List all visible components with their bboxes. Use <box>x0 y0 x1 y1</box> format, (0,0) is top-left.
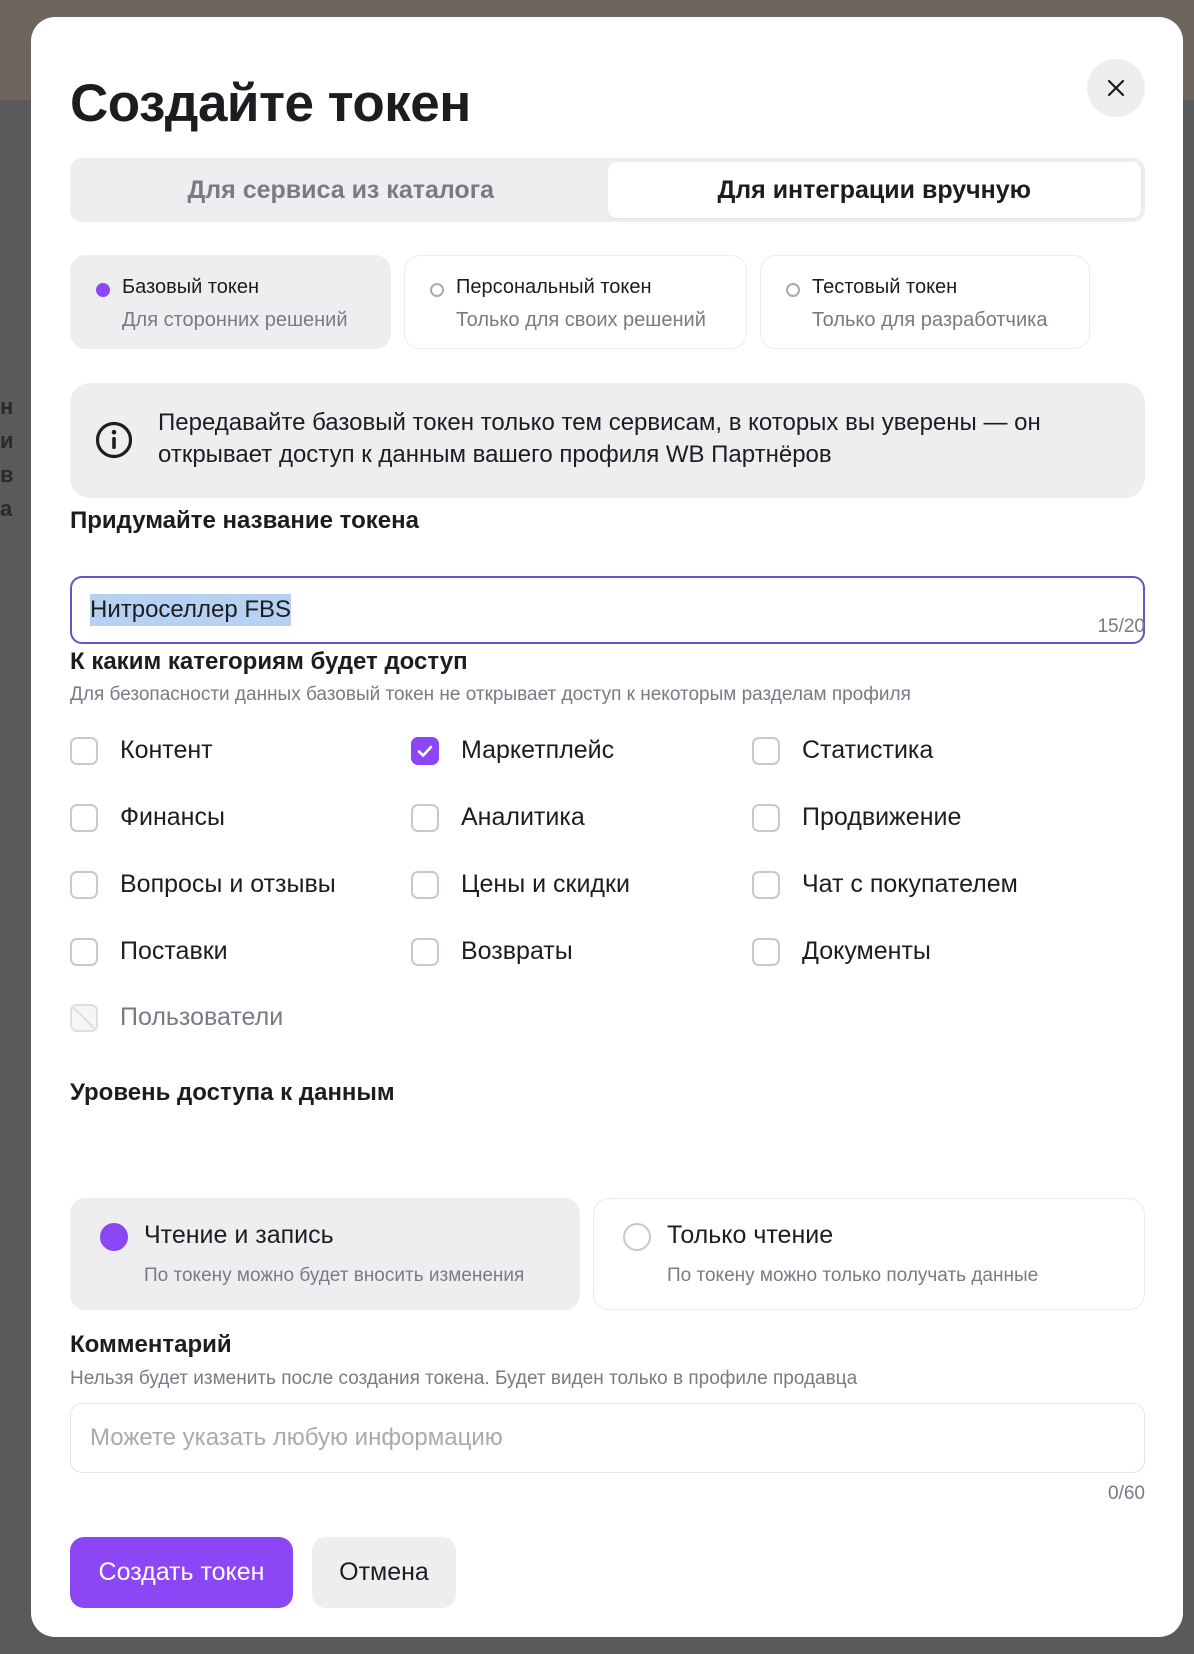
category-label: Контент <box>120 736 213 764</box>
comment-hint: Нельзя будет изменить после создания токена. Будет виден только в профиле продавца <box>70 1368 858 1389</box>
category-supplies[interactable] <box>70 937 228 966</box>
checkbox <box>752 804 780 832</box>
checkbox <box>752 938 780 966</box>
comment-counter: 0/60 <box>1108 1483 1145 1504</box>
radio-dot <box>96 283 110 297</box>
token-type-basic[interactable] <box>70 255 391 349</box>
cancel-button[interactable]: Отмена <box>312 1537 456 1608</box>
category-content[interactable] <box>70 736 213 765</box>
category-promotion[interactable] <box>752 803 961 832</box>
category-label: Аналитика <box>461 803 585 831</box>
category-label: Вопросы и отзывы <box>120 870 336 898</box>
checkbox <box>411 938 439 966</box>
checkbox-checked <box>411 737 439 765</box>
token-name-label: Придумайте название токена <box>70 507 419 534</box>
create-token-button[interactable]: Создать токен <box>70 1537 293 1608</box>
radio-selected <box>100 1223 128 1251</box>
token-type-subtitle: Только для разработчика <box>812 309 1048 331</box>
access-option-subtitle: По токену можно только получать данные <box>667 1265 1039 1286</box>
categories-hint: Для безопасности данных базовый токен не открывает доступ к некоторым разделам профиля <box>70 684 911 705</box>
checkbox <box>752 737 780 765</box>
token-name-counter: 15/20 <box>1097 616 1145 637</box>
info-text: Передавайте базовый токен только тем сервисам, в которых вы уверены — он открывает доступ к данным вашего профиля WB Партнёров <box>158 409 1041 468</box>
category-label: Цены и скидки <box>461 870 630 898</box>
disabled-slash-icon <box>71 1005 97 1031</box>
comment-input[interactable] <box>70 1403 1145 1473</box>
modal-title: Создайте токен <box>70 74 471 133</box>
token-name-value: Нитроселлер FBS <box>90 594 291 626</box>
radio-dot <box>786 283 800 297</box>
radio-dot <box>430 283 444 297</box>
category-label: Пользователи <box>120 1003 284 1031</box>
checkbox <box>411 804 439 832</box>
token-type-title: Тестовый токен <box>812 276 958 298</box>
checkmark-icon <box>413 739 437 763</box>
category-statistics[interactable] <box>752 736 933 765</box>
token-source-tabs <box>70 158 1145 222</box>
close-button[interactable] <box>1087 59 1145 117</box>
category-buyer-chat[interactable] <box>752 870 1018 899</box>
checkbox <box>411 871 439 899</box>
category-users <box>70 1003 283 1032</box>
info-icon <box>94 420 134 460</box>
access-option-title: Чтение и запись <box>144 1221 334 1249</box>
category-returns[interactable] <box>411 937 573 966</box>
access-option-title: Только чтение <box>667 1221 834 1249</box>
access-read-only[interactable] <box>593 1198 1145 1310</box>
tab-catalog-service[interactable]: Для сервиса из каталога <box>187 175 495 204</box>
category-label: Финансы <box>120 803 225 831</box>
token-type-test[interactable] <box>760 255 1090 349</box>
category-questions-reviews[interactable] <box>70 870 336 899</box>
categories-label: К каким категориям будет доступ <box>70 648 468 675</box>
category-label: Статистика <box>802 736 934 764</box>
checkbox <box>70 871 98 899</box>
category-label: Поставки <box>120 937 228 965</box>
checkbox <box>70 938 98 966</box>
token-type-subtitle: Для сторонних решений <box>122 309 348 331</box>
access-read-write[interactable] <box>70 1198 580 1310</box>
info-banner <box>70 383 1145 498</box>
tab-manual-integration[interactable]: Для интеграции вручную <box>608 162 1142 218</box>
token-type-personal[interactable] <box>404 255 747 349</box>
category-documents[interactable] <box>752 937 931 966</box>
category-finance[interactable] <box>70 803 225 832</box>
token-type-title: Базовый токен <box>122 276 260 298</box>
checkbox <box>70 804 98 832</box>
token-type-title: Персональный токен <box>456 276 652 298</box>
category-label: Продвижение <box>802 803 962 831</box>
comment-label: Комментарий <box>70 1331 232 1358</box>
category-label: Чат с покупателем <box>802 870 1018 898</box>
category-prices-discounts[interactable] <box>411 870 630 899</box>
category-label: Возвраты <box>461 937 573 965</box>
category-label: Документы <box>802 937 931 965</box>
category-analytics[interactable] <box>411 803 585 832</box>
create-token-modal <box>31 17 1183 1637</box>
category-label: Маркетплейс <box>461 736 615 764</box>
token-name-input[interactable] <box>70 576 1145 644</box>
checkbox <box>752 871 780 899</box>
backdrop-text: н и в а <box>0 394 14 521</box>
close-icon <box>1107 79 1125 97</box>
checkbox <box>70 737 98 765</box>
checkbox-disabled <box>70 1004 98 1032</box>
token-type-subtitle: Только для своих решений <box>456 309 706 331</box>
category-marketplace[interactable] <box>411 736 614 765</box>
access-level-label: Уровень доступа к данным <box>70 1079 395 1106</box>
access-option-subtitle: По токену можно будет вносить изменения <box>144 1265 525 1286</box>
radio <box>623 1223 651 1251</box>
